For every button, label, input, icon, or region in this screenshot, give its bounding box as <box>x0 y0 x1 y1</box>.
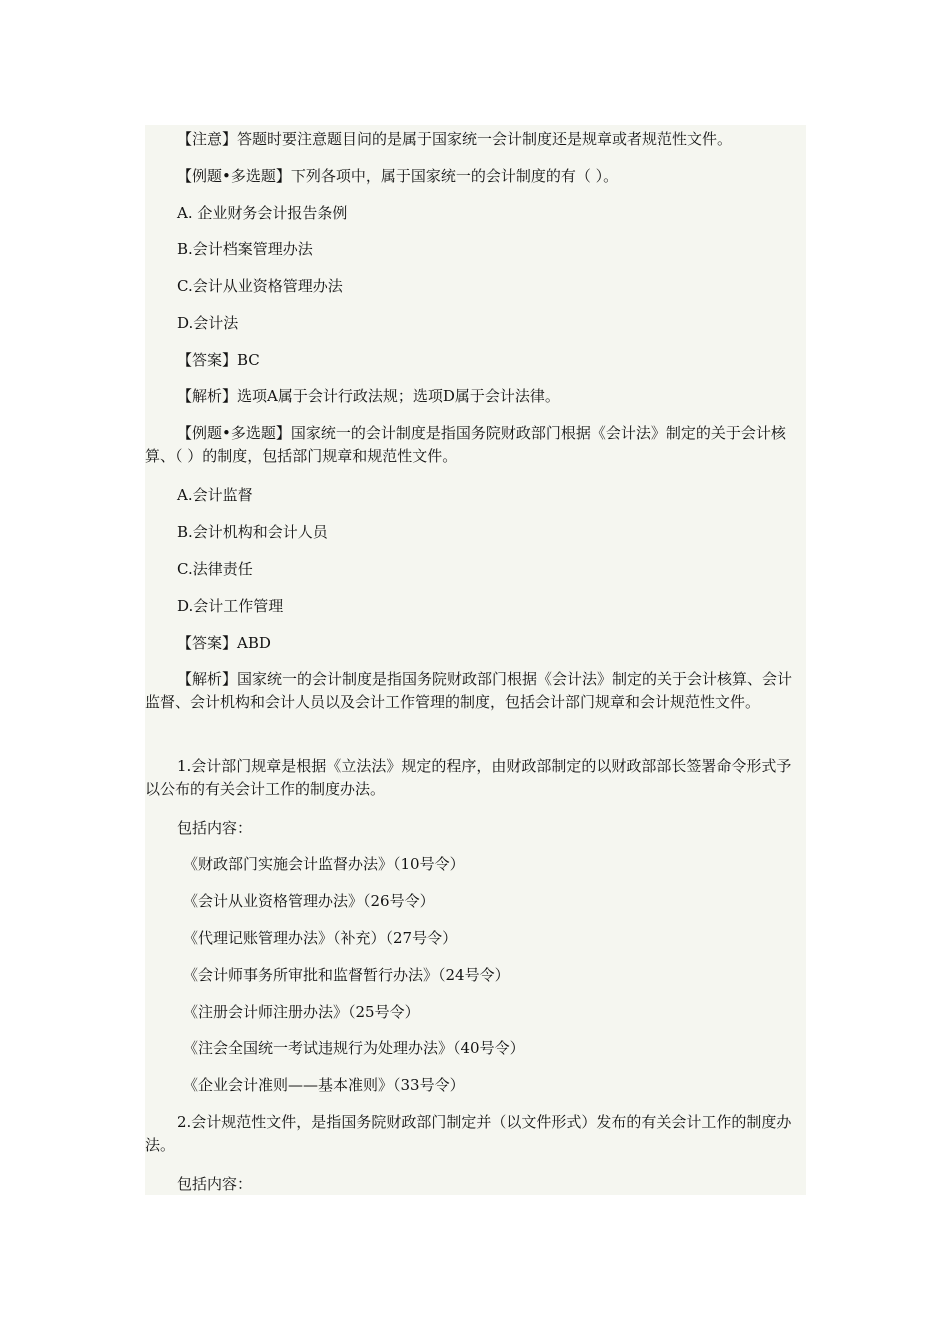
example-2-option-b: B.会计机构和会计人员 <box>177 523 328 541</box>
rule-item: 《企业会计准则——基本准则》（33号令） <box>183 1076 465 1094</box>
example-2-option-d: D.会计工作管理 <box>177 597 284 615</box>
contents-label-1: 包括内容： <box>177 819 253 837</box>
rule-item: 《注会全国统一考试违规行为处理办法》（40号令） <box>183 1039 525 1057</box>
example-1-answer: 【答案】BC <box>177 351 260 369</box>
example-2-option-c: C.法律责任 <box>177 560 253 578</box>
rule-item: 《会计从业资格管理办法》（26号令） <box>183 892 435 910</box>
example-1-option-a: A. 企业财务会计报告条例 <box>177 204 348 222</box>
rule-item: 《会计师事务所审批和监督暂行办法》（24号令） <box>183 966 510 984</box>
document-page <box>145 125 806 1195</box>
rule-item: 《代理记账管理办法》（补充）（27号令） <box>183 929 458 947</box>
example-2-option-a: A.会计监督 <box>177 486 253 504</box>
example-1-option-d: D.会计法 <box>177 314 239 332</box>
normative-documents-paragraph: 2.会计规范性文件，是指国务院财政部门制定并（以文件形式）发布的有关会计工作的制度办法。 <box>145 1113 792 1154</box>
example-2-question: 【例题•多选题】国家统一的会计制度是指国务院财政部门根据《会计法》制定的关于会计核算、（ ）的制度，包括部门规章和规范性文件。 <box>145 424 786 465</box>
example-2-answer: 【答案】ABD <box>177 634 271 652</box>
note-paragraph: 【注意】答题时要注意题目问的是属于国家统一会计制度还是规章或者规范性文件。 <box>177 130 733 148</box>
example-1-analysis: 【解析】选项A属于会计行政法规；选项D属于会计法律。 <box>177 387 560 405</box>
contents-label-2: 包括内容： <box>177 1175 253 1193</box>
department-rules-paragraph: 1.会计部门规章是根据《立法法》规定的程序，由财政部制定的以财政部部长签署命令形式予以公布的有关会计工作的制度办法。 <box>145 757 792 798</box>
example-2-analysis: 【解析】国家统一的会计制度是指国务院财政部门根据《会计法》制定的关于会计核算、会计监督、会计机构和会计人员以及会计工作管理的制度，包括会计部门规章和会计规范性文件。 <box>145 670 793 711</box>
example-1-option-b: B.会计档案管理办法 <box>177 240 313 258</box>
example-1-question: 【例题•多选题】下列各项中，属于国家统一的会计制度的有（ ）。 <box>177 167 619 185</box>
example-1-option-c: C.会计从业资格管理办法 <box>177 277 343 295</box>
rule-item: 《财政部门实施会计监督办法》（10号令） <box>183 855 465 873</box>
rule-item: 《注册会计师注册办法》（25号令） <box>183 1003 420 1021</box>
